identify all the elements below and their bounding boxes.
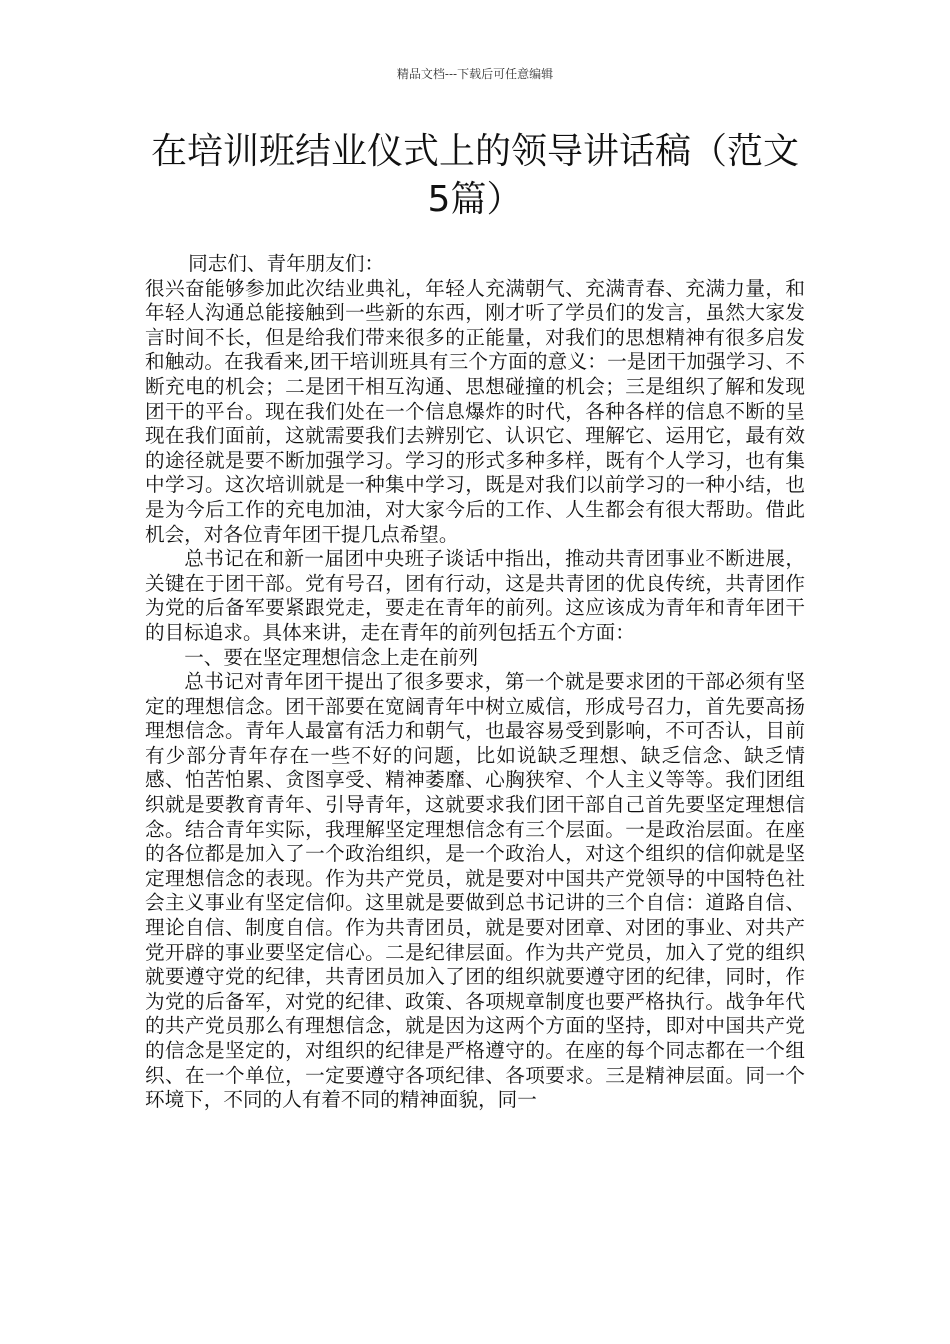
- document-body: [145, 252, 805, 1113]
- paragraph-3: 总书记对青年团干提出了很多要求，第一个就是要求团的干部必须有坚定的理想信念。团干部要在宽阔青年中树立威信，形成号召力，首先要高扬理想信念。青年人最富有活力和朝气，也最容易受到影响，不可否认，目前有少部分青年存在一些不好的问题，比如说缺乏理想、缺乏信念、缺乏情感、怕苦怕累、贪图享受、精神萎靡、心胸狭窄、个人主义等等。我们团组织就是要教育青年、引导青年，这就要求我们团干部自己首先要坚定理想信念。结合青年实际，我理解坚定理想信念有三个层面。一是政治层面。在座的各位都是加入了一个政治组织，是一个政治人，对这个组织的信仰就是坚定理想信念的表现。作为共产党员，就是要对中国共产党领导的中国特色社会主义事业有坚定信仰。这里就是要做到总书记讲的三个自信：道路自信、理论自信、制度自信。作为共青团员，就是要对团章、对团的事业、对共产党开辟的事业要坚定信心。二是纪律层面。作为共产党员，加入了党的组织就要遵守党的纪律，共青团员加入了团的组织就要遵守团的纪律，同时，作为党的后备军，对党的纪律、政策、各项规章制度也要严格执行。战争年代的共产党员那么有理想信念，就是因为这两个方面的坚持，即对中国共产党的信念是坚定的，对组织的纪律是严格遵守的。在座的每个同志都在一个组织、在一个单位，一定要遵守各项纪律、各项要求。三是精神层面。同一个环境下，不同的人有着不同的精神面貌，同一: [145, 670, 805, 1112]
- salutation: 同志们、青年朋友们：: [188, 252, 385, 275]
- section-heading-1: 一、要在坚定理想信念上走在前列: [184, 645, 479, 669]
- document-title: 在培训班结业仪式上的领导讲话稿（范文5篇）: [150, 131, 799, 220]
- page-header: 精品文档---下载后可任意编辑: [396, 67, 554, 81]
- paragraph-2: 总书记在和新一届团中央班子谈话中指出，推动共青团事业不断进展，关键在于团干部。党有号召，团有行动，这是共青团的优良传统，共青团作为党的后备军要紧跟党走，要走在青年的前列。这应该成为青年和青年团干的目标追求。具体来讲，走在青年的前列包括五个方面：: [145, 547, 805, 644]
- paragraph-1: 很兴奋能够参加此次结业典礼，年轻人充满朝气、充满青春、充满力量，和年轻人沟通总能接触到一些新的东西，刚才听了学员们的发言，虽然大家发言时间不长，但是给我们带来很多的正能量，对我们的思想精神有很多启发和触动。在我看来,团干培训班具有三个方面的意义：一是团干加强学习、不断充电的机会；二是团干相互沟通、思想碰撞的机会；三是组织了解和发现团干的平台。现在我们处在一个信息爆炸的时代，各种各样的信息不断的呈现在我们面前，这就需要我们去辨别它、认识它、理解它、运用它，最有效的途径就是要不断加强学习。学习的形式多种多样，既有个人学习，也有集中学习。这次培训就是一种集中学习，既是对我们以前学习的一种小结，也是为今后工作的充电加油，对大家今后的工作、人生都会有很大帮助。借此机会，对各位青年团干提几点希望。: [145, 276, 805, 546]
